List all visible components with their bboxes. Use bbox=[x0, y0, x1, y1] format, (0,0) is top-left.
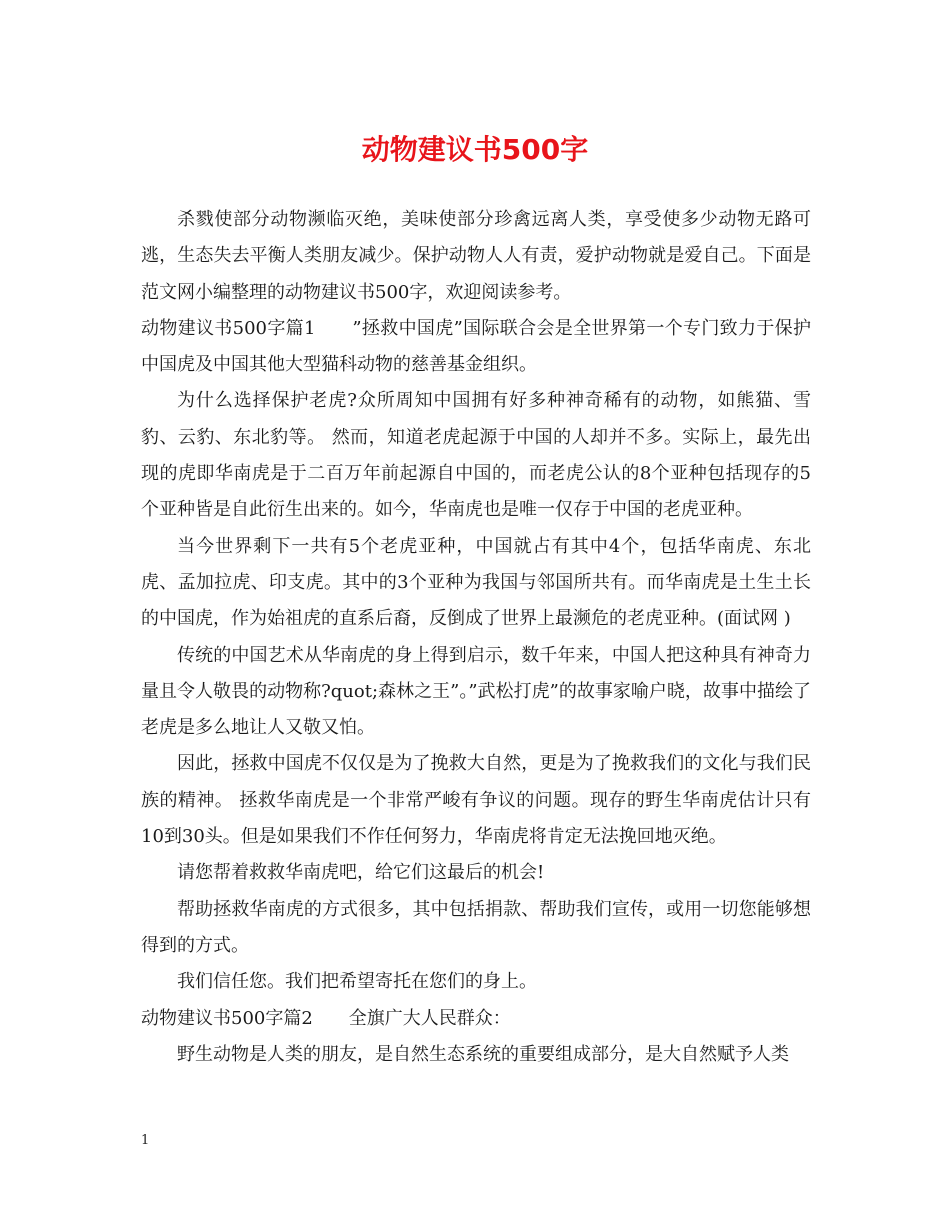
document-title: 动物建议书500字 bbox=[361, 133, 589, 166]
document-body bbox=[141, 202, 811, 1073]
paragraph-section-2-heading: 动物建议书500字篇2 全旗广大人民群众： bbox=[141, 1007, 511, 1029]
paragraph-wildlife: 野生动物是人类的朋友，是自然生态系统的重要组成部分，是大自然赋予人类 bbox=[177, 1043, 789, 1065]
paragraph-subspecies: 当今世界剩下一共有5个老虎亚种，中国就占有其中4个，包括华南虎、东北虎、孟加拉虎、印支虎。其中的3个亚种为我国与邻国所共有。而华南虎是土生土长的中国虎，作为始祖虎的直系后裔，反倒成了世界上最濒危的老虎亚种。(面试网 ) bbox=[141, 535, 811, 630]
page-number: 1 bbox=[141, 1133, 150, 1148]
paragraph-art: 传统的中国艺术从华南虎的身上得到启示，数千年来，中国人把这种具有神奇力量且令人敬畏的动物称?quot;森林之王”。”武松打虎”的故事家喻户晓，故事中描绘了老虎是多么地让人又敬又怕。 bbox=[141, 644, 811, 739]
paragraph-appeal: 请您帮着救救华南虎吧，给它们这最后的机会! bbox=[177, 862, 545, 884]
paragraph-intro: 杀戮使部分动物濒临灭绝，美味使部分珍禽远离人类，享受使多少动物无路可逃，生态失去平衡人类朋友减少。保护动物人人有责，爱护动物就是爱自己。下面是范文网小编整理的动物建议书500字，欢迎阅读参考。 bbox=[141, 209, 811, 303]
paragraph-ways-to-help: 帮助拯救华南虎的方式很多，其中包括捐款、帮助我们宣传，或用一切您能够想得到的方式。 bbox=[141, 898, 811, 956]
paragraph-why-tiger: 为什么选择保护老虎?众所周知中国拥有好多种神奇稀有的动物，如熊猫、雪豹、云豹、东北豹等。 然而，知道老虎起源于中国的人却并不多。实际上，最先出现的虎即华南虎是于二百万年前起源自中国的，而老虎公认的8个亚种包括现存的5个亚种皆是自此衍生出来的。如今，华南虎也是唯一仅存于中国的老虎亚种。 bbox=[141, 390, 811, 521]
paragraph-rescue: 因此，拯救中国虎不仅仅是为了挽救大自然，更是为了挽救我们的文化与我们民族的精神。 拯救华南虎是一个非常严峻有争议的问题。现存的野生华南虎估计只有10到30头。但是如果我们不作任何努力，华南虎将肯定无法挽回地灭绝。 bbox=[141, 753, 811, 848]
paragraph-trust: 我们信任您。我们把希望寄托在您们的身上。 bbox=[177, 971, 537, 993]
paragraph-section-1-heading: 动物建议书500字篇1 ”拯救中国虎”国际联合会是全世界第一个专门致力于保护中国虎及中国其他大型猫科动物的慈善基金组织。 bbox=[141, 317, 811, 376]
